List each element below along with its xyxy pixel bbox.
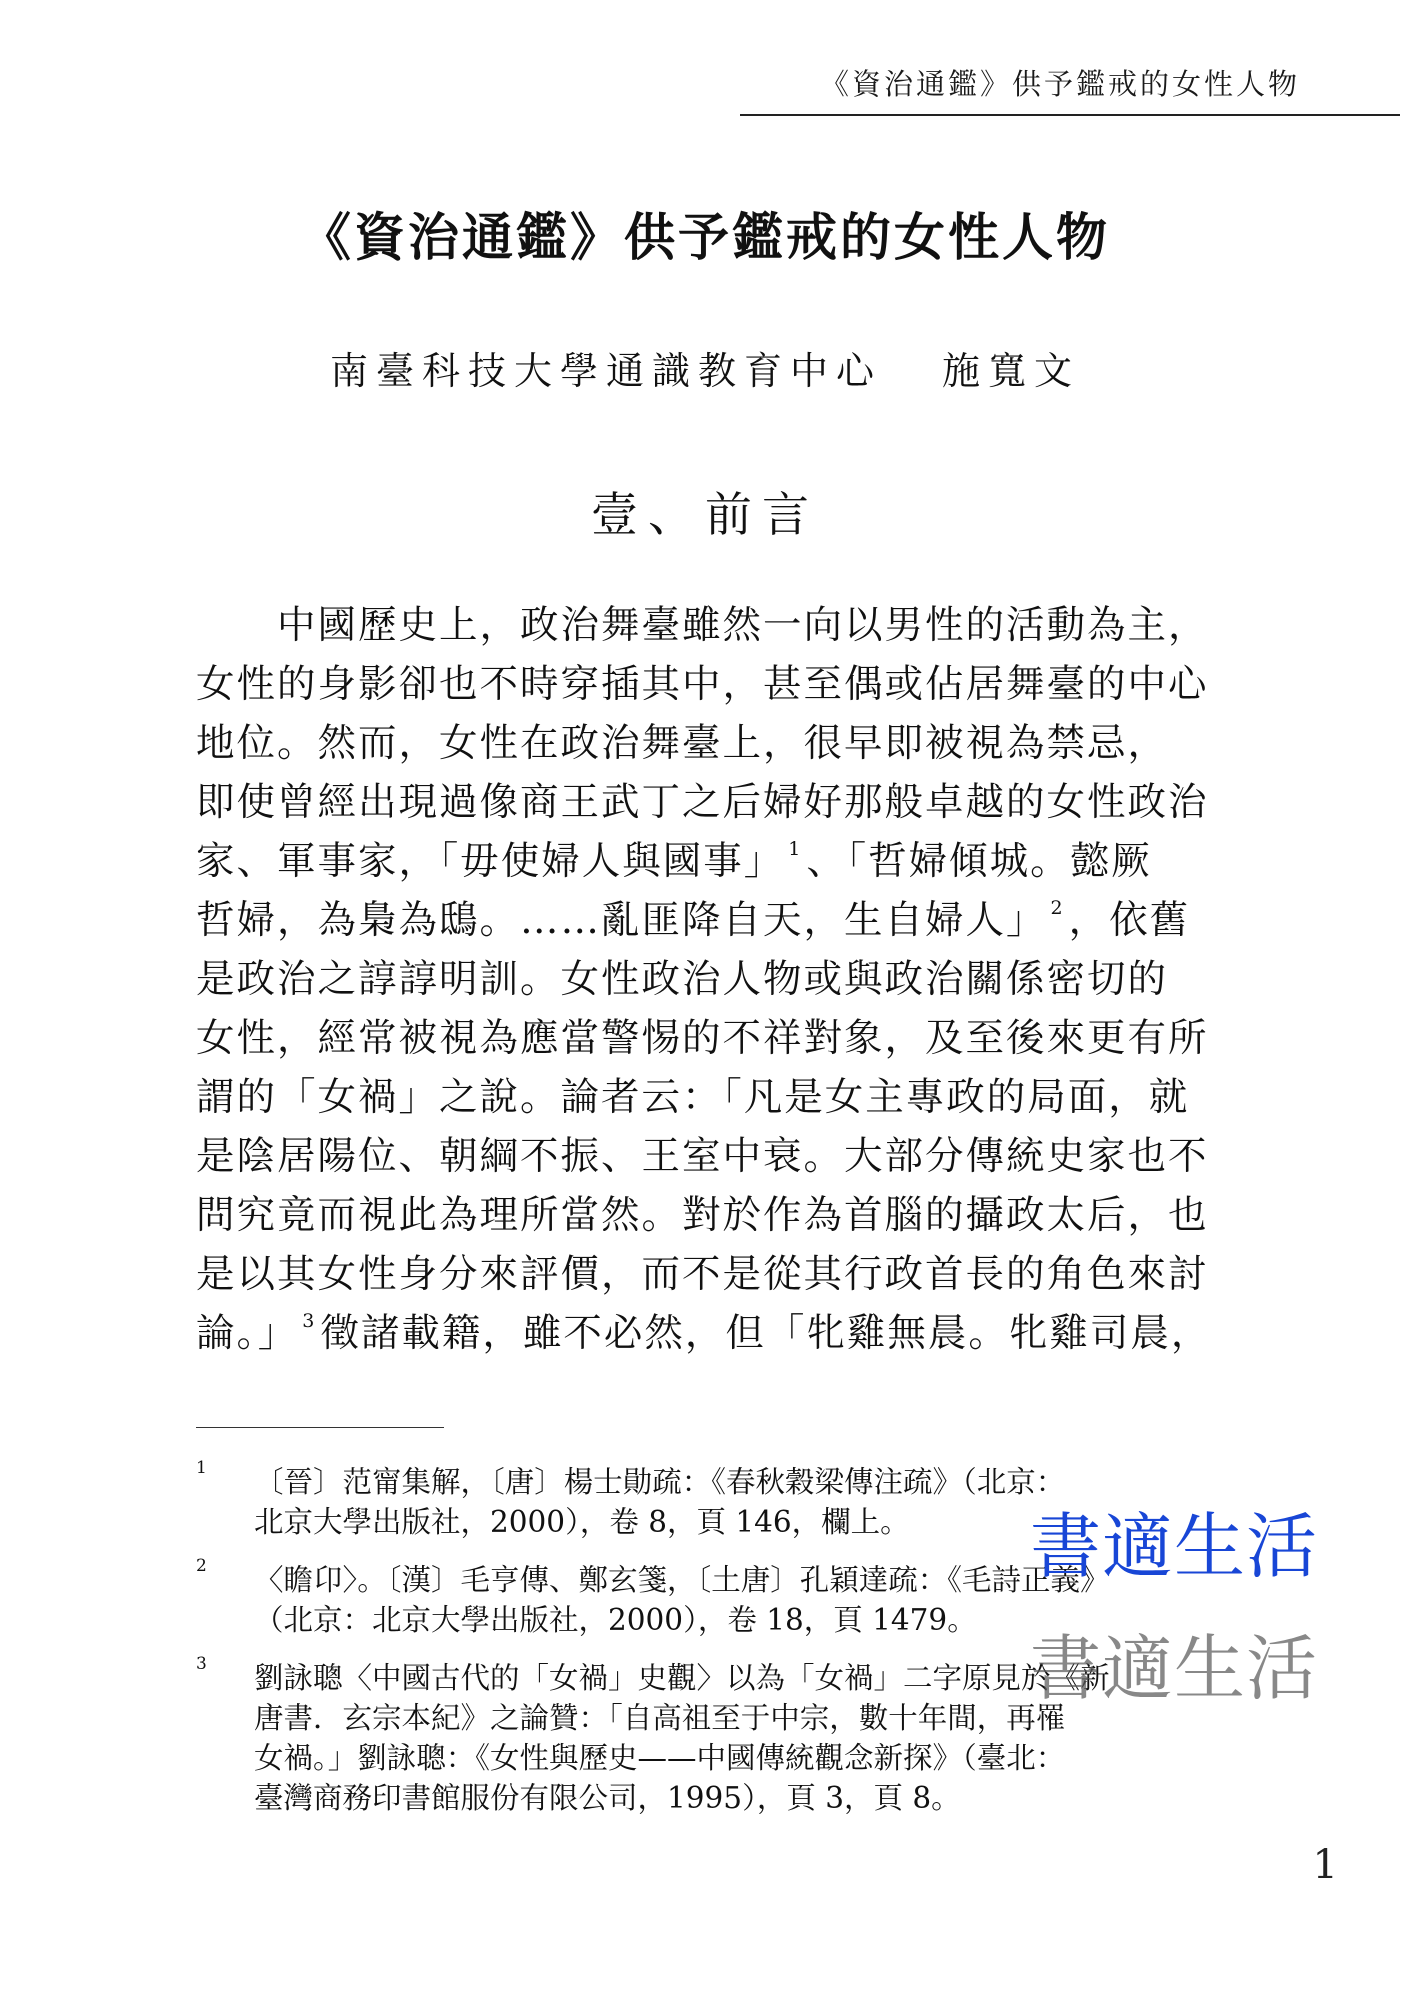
body-line: 是以其女性身分來評價，而不是從其行政首長的角色來討 xyxy=(196,1252,1209,1297)
running-header: 《資治通鑑》供予鑑戒的女性人物 xyxy=(819,67,1300,101)
footnote-line: （北京：北京大學出版社，2000），卷 18，頁 1479。 xyxy=(254,1603,977,1637)
footnote-ref-1[interactable]: 1 xyxy=(788,838,803,860)
body-line-text: ，依舊 xyxy=(1068,898,1191,943)
body-line xyxy=(196,832,1236,891)
body-line xyxy=(196,891,1236,950)
body-line: 謂的「女禍」之說。論者云：「凡是女主專政的局面，就 xyxy=(196,1075,1190,1120)
body-line-text: 、「哲婦傾城。懿厥 xyxy=(806,839,1152,884)
footnote-line: 〔晉〕范甯集解，〔唐〕楊士勛疏：《春秋穀梁傳注疏》（北京： xyxy=(254,1465,1066,1499)
body-line: 是政治之諄諄明訓。女性政治人物或與政治關係密切的 xyxy=(196,957,1169,1002)
footnote-line: 〈瞻卬〉。〔漢〕毛亨傳、鄭玄箋，〔土唐〕孔穎達疏：《毛詩正義》 xyxy=(254,1563,1110,1597)
footnote-rule xyxy=(196,1427,444,1428)
body-line: 地位。然而，女性在政治舞臺上，很早即被視為禁忌， xyxy=(196,721,1169,766)
footnote-ref-2[interactable]: 2 xyxy=(1050,897,1065,919)
body-line-text: 家、軍事家，「毋使婦人與國事」 xyxy=(196,839,785,884)
footnote-line: 臺灣商務印書館服份有限公司，1995），頁 3，頁 8。 xyxy=(254,1781,961,1815)
body-line: 女性的身影卻也不時穿插其中，甚至偶或佔居舞臺的中心 xyxy=(196,662,1209,707)
author-name: 施寬文 xyxy=(942,349,1081,393)
body-line xyxy=(196,1304,1236,1363)
body-line: 即使曾經出現過像商王武丁之后婦好那般卓越的女性政治 xyxy=(196,780,1209,825)
footnote-number: 2 xyxy=(196,1556,207,1576)
footnote-line: 北京大學出版社，2000），卷 8，頁 146，欄上。 xyxy=(254,1505,910,1539)
body-line: 女性，經常被視為應當警惕的不祥對象，及至後來更有所 xyxy=(196,1016,1209,1061)
footnote-number: 1 xyxy=(196,1458,207,1478)
body-line: 問究竟而視此為理所當然。對於作為首腦的攝政太后，也 xyxy=(196,1193,1209,1238)
author-line xyxy=(0,340,1410,395)
body-line-text: 哲婦，為梟為鴟。……亂匪降自天，生自婦人」 xyxy=(196,898,1047,943)
body-line-text: 徵諸載籍，雖不必然，但「牝雞無晨。牝雞司晨， xyxy=(320,1311,1212,1356)
author-affiliation: 南臺科技大學通識教育中心 xyxy=(329,349,882,393)
header-rule xyxy=(740,114,1400,116)
body-line: 中國歷史上，政治舞臺雖然一向以男性的活動為主， xyxy=(196,603,1209,648)
body-text xyxy=(196,596,1236,1363)
footnote-line: 劉詠聰〈中國古代的「女禍」史觀〉以為「女禍」二字原見於《新 xyxy=(254,1661,1110,1695)
footnote-number: 3 xyxy=(196,1654,207,1674)
section-heading: 壹、前言 xyxy=(591,488,819,543)
watermark-blue: 書適生活 xyxy=(1030,1505,1319,1588)
body-line-text: 論。」 xyxy=(196,1311,299,1356)
footnote-line: 女禍。」劉詠聰：《女性與歷史——中國傳統觀念新探》（臺北： xyxy=(254,1741,1066,1775)
page-title: 《資治通鑑》供予鑑戒的女性人物 xyxy=(299,208,1110,268)
footnote-line: 唐書．玄宗本紀》之論贊：「自高祖至于中宗，數十年間，再罹 xyxy=(254,1701,1066,1735)
watermark-gray: 書適生活 xyxy=(1030,1627,1319,1710)
body-line: 是陰居陽位、朝綱不振、王室中衰。大部分傳統史家也不 xyxy=(196,1134,1209,1179)
page-number: 1 xyxy=(1312,1842,1338,1888)
footnote-ref-3[interactable]: 3 xyxy=(302,1310,317,1332)
